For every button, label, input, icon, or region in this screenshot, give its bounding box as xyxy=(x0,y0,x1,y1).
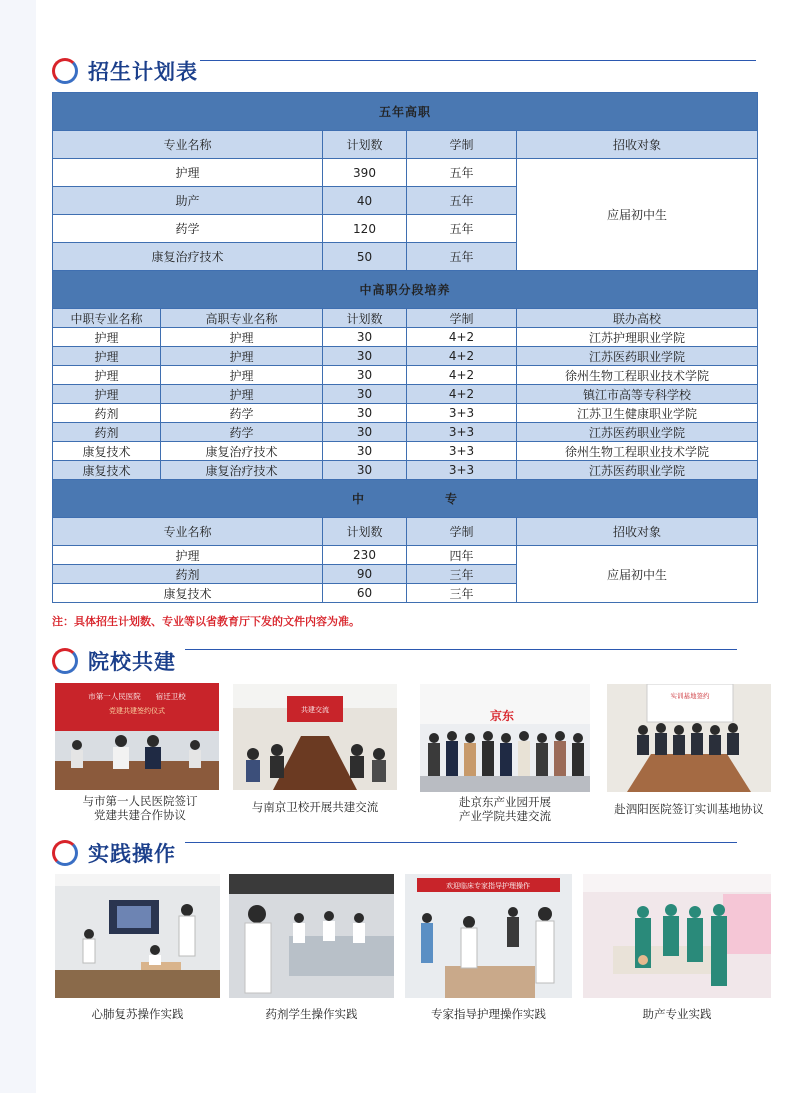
photo-caption: 助产专业实践 xyxy=(642,1007,712,1021)
cell-count: 230 xyxy=(323,546,407,565)
cell-count: 60 xyxy=(323,584,407,603)
column-header: 计划数 xyxy=(323,518,407,546)
circle-icon xyxy=(52,648,78,674)
cell-mode: 4+2 xyxy=(407,328,517,347)
table-row xyxy=(53,423,758,442)
cell-school: 江苏医药职业学院 xyxy=(517,423,758,442)
cell-mode: 4+2 xyxy=(407,347,517,366)
table-band-title: 中高职分段培养 xyxy=(53,271,758,309)
cell-years: 五年 xyxy=(407,243,517,271)
photo-caption: 与南京卫校开展共建交流 xyxy=(251,800,379,814)
cell-school: 江苏医药职业学院 xyxy=(517,347,758,366)
photo-image xyxy=(420,684,590,792)
column-header: 高职专业名称 xyxy=(161,309,323,328)
cell-secondary-major: 护理 xyxy=(53,385,161,404)
cell-secondary-major: 康复技术 xyxy=(53,461,161,480)
cell-higher-major: 护理 xyxy=(161,328,323,347)
column-header: 学制 xyxy=(407,518,517,546)
cell-major: 康复技术 xyxy=(53,584,323,603)
photo-caption: 专家指导护理操作实践 xyxy=(431,1007,546,1021)
photo-caption xyxy=(420,795,590,823)
page-edge-strip xyxy=(0,0,36,1093)
cell-count: 30 xyxy=(323,442,407,461)
section-divider xyxy=(185,649,737,650)
cell-mode: 3+3 xyxy=(407,404,517,423)
photo-image xyxy=(583,874,771,998)
table-row xyxy=(53,546,758,565)
cell-years: 五年 xyxy=(407,159,517,187)
column-header: 联办高校 xyxy=(517,309,758,328)
circle-icon xyxy=(52,840,78,866)
section-heading-coop xyxy=(52,646,176,676)
photo-caption: 赴泗阳医院签订实训基地协议 xyxy=(614,802,764,816)
cell-years: 五年 xyxy=(407,187,517,215)
cell-count: 30 xyxy=(323,461,407,480)
cell-secondary-major: 护理 xyxy=(53,328,161,347)
table-row xyxy=(53,366,758,385)
cell-school: 江苏卫生健康职业学院 xyxy=(517,404,758,423)
column-header: 计划数 xyxy=(323,131,407,159)
cell-major: 护理 xyxy=(53,546,323,565)
photo-nursing xyxy=(405,874,572,998)
cell-count: 50 xyxy=(323,243,407,271)
photo-nanjing-exchange xyxy=(233,684,397,790)
cell-secondary-major: 药剂 xyxy=(53,404,161,423)
photo-caption: 药剂学生操作实践 xyxy=(265,1007,358,1021)
cell-secondary-major: 康复技术 xyxy=(53,442,161,461)
column-header: 专业名称 xyxy=(53,131,323,159)
table-row xyxy=(53,461,758,480)
cell-count: 40 xyxy=(323,187,407,215)
cell-higher-major: 康复治疗技术 xyxy=(161,442,323,461)
cell-school: 江苏护理职业学院 xyxy=(517,328,758,347)
photo-caption: 心肺复苏操作实践 xyxy=(91,1007,184,1021)
cell-major: 药剂 xyxy=(53,565,323,584)
column-header: 专业名称 xyxy=(53,518,323,546)
section-title: 院校共建 xyxy=(88,650,176,674)
table-band-title: 五年高职 xyxy=(53,93,758,131)
cell-higher-major: 药学 xyxy=(161,423,323,442)
cell-mode: 3+3 xyxy=(407,442,517,461)
banner-text: 共建交流 xyxy=(301,706,329,714)
table-row xyxy=(53,385,758,404)
cell-higher-major: 护理 xyxy=(161,366,323,385)
banner-text: 市第一人民医院 宿迁卫校 xyxy=(88,692,186,701)
photo-image xyxy=(55,683,219,790)
circle-icon xyxy=(52,58,78,84)
column-header: 中职专业名称 xyxy=(53,309,161,328)
secondary-table xyxy=(52,479,758,603)
cell-higher-major: 药学 xyxy=(161,404,323,423)
cell-school: 江苏医药职业学院 xyxy=(517,461,758,480)
caption-line: 赴京东产业园开展 xyxy=(459,795,551,809)
cell-higher-major: 护理 xyxy=(161,385,323,404)
cell-years: 三年 xyxy=(407,584,517,603)
cell-mode: 4+2 xyxy=(407,366,517,385)
photo-signing-hospital xyxy=(55,683,219,790)
column-header: 计划数 xyxy=(323,309,407,328)
cell-count: 30 xyxy=(323,385,407,404)
cell-years: 五年 xyxy=(407,215,517,243)
cell-count: 30 xyxy=(323,404,407,423)
cell-count: 90 xyxy=(323,565,407,584)
section-heading-practice xyxy=(52,838,176,868)
photo-jd-park xyxy=(420,684,590,792)
photo-siyang-hospital xyxy=(607,684,771,792)
photo-midwifery xyxy=(583,874,771,998)
photo-pharmacy xyxy=(229,874,394,998)
column-header: 招收对象 xyxy=(517,518,758,546)
photo-image xyxy=(607,684,771,792)
photo-image xyxy=(405,874,572,998)
table-row xyxy=(53,159,758,187)
cell-major: 助产 xyxy=(53,187,323,215)
five-year-table xyxy=(52,92,758,271)
cell-school: 徐州生物工程职业技术学院 xyxy=(517,366,758,385)
cell-higher-major: 康复治疗技术 xyxy=(161,461,323,480)
banner-text: 欢迎临床专家指导护理操作 xyxy=(446,882,530,890)
banner-text: 实训基地签约 xyxy=(670,692,710,700)
cell-secondary-major: 护理 xyxy=(53,347,161,366)
photo-image xyxy=(233,684,397,790)
photo-caption xyxy=(60,794,220,822)
section-title: 招生计划表 xyxy=(88,60,198,84)
column-header: 招收对象 xyxy=(517,131,758,159)
photo-image xyxy=(55,874,220,998)
table-row xyxy=(53,442,758,461)
cell-count: 30 xyxy=(323,366,407,385)
column-header: 学制 xyxy=(407,131,517,159)
caption-line: 党建共建合作协议 xyxy=(94,808,186,822)
cell-mode: 4+2 xyxy=(407,385,517,404)
cell-years: 三年 xyxy=(407,565,517,584)
cell-count: 30 xyxy=(323,347,407,366)
cell-higher-major: 护理 xyxy=(161,347,323,366)
section-divider xyxy=(185,842,737,843)
caption-line: 产业学院共建交流 xyxy=(459,809,551,823)
footnote: 注：具体招生计划数、专业等以省教育厅下发的文件内容为准。 xyxy=(52,615,360,628)
cell-major: 护理 xyxy=(53,159,323,187)
segmented-table xyxy=(52,270,758,480)
cell-major: 药学 xyxy=(53,215,323,243)
banner-text: 党建共建签约仪式 xyxy=(109,707,165,715)
cell-secondary-major: 药剂 xyxy=(53,423,161,442)
cell-mode: 3+3 xyxy=(407,461,517,480)
cell-count: 120 xyxy=(323,215,407,243)
banner-text: 京东 xyxy=(490,709,515,723)
cell-school: 徐州生物工程职业技术学院 xyxy=(517,442,758,461)
caption-line: 与市第一人民医院签订 xyxy=(82,794,198,808)
cell-mode: 3+3 xyxy=(407,423,517,442)
cell-target: 应届初中生 xyxy=(517,546,758,603)
band-text-right: 专 xyxy=(445,492,459,506)
cell-years: 四年 xyxy=(407,546,517,565)
cell-target: 应届初中生 xyxy=(517,159,758,271)
table-row xyxy=(53,404,758,423)
cell-count: 30 xyxy=(323,328,407,347)
table-row xyxy=(53,347,758,366)
cell-major: 康复治疗技术 xyxy=(53,243,323,271)
section-heading-plan xyxy=(52,56,198,86)
table-band-title xyxy=(53,480,758,518)
column-header: 学制 xyxy=(407,309,517,328)
cell-secondary-major: 护理 xyxy=(53,366,161,385)
section-divider xyxy=(200,60,756,61)
band-text-left: 中 xyxy=(352,492,366,506)
table-row xyxy=(53,328,758,347)
cell-count: 390 xyxy=(323,159,407,187)
cell-school: 镇江市高等专科学校 xyxy=(517,385,758,404)
cell-count: 30 xyxy=(323,423,407,442)
photo-cpr xyxy=(55,874,220,998)
photo-image xyxy=(229,874,394,998)
section-title: 实践操作 xyxy=(88,842,176,866)
